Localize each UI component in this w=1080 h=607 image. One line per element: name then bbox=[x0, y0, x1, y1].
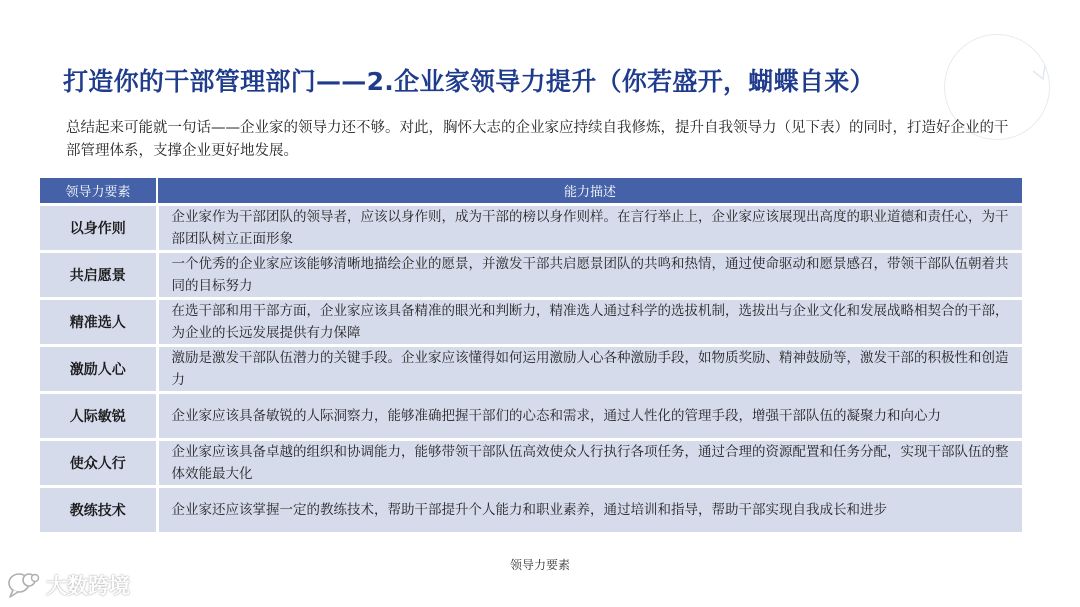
row-description: 企业家应该具备敏锐的人际洞察力，能够准确把握干部们的心态和需求，通过人性化的管理手段，增强干部队伍的凝聚力和向心力 bbox=[157, 393, 1022, 440]
table-row bbox=[40, 440, 1022, 487]
leadership-table bbox=[40, 178, 1022, 532]
watermark bbox=[6, 568, 130, 602]
row-key: 人际敏锐 bbox=[40, 393, 157, 440]
table-row bbox=[40, 393, 1022, 440]
header-element: 领导力要素 bbox=[40, 178, 157, 205]
slide-title: 打造你的干部管理部门——2.企业家领导力提升（你若盛开，蝴蝶自来） bbox=[63, 67, 875, 96]
header-description: 能力描述 bbox=[157, 178, 1022, 205]
row-description: 一个优秀的企业家应该能够清晰地描绘企业的愿景，并激发干部共启愿景团队的共鸣和热情，通过使命驱动和愿景感召，带领干部队伍朝着共同的目标努力 bbox=[157, 252, 1022, 299]
row-description: 激励是激发干部队伍潜力的关键手段。企业家应该懂得如何运用激励人心各种激励手段，如物质奖励、精神鼓励等，激发干部的积极性和创造力 bbox=[157, 346, 1022, 393]
table-row bbox=[40, 205, 1022, 252]
table-row bbox=[40, 252, 1022, 299]
intro-paragraph: 总结起来可能就一句话——企业家的领导力还不够。对此，胸怀大志的企业家应持续自我修炼，提升自我领导力（见下表）的同时，打造好企业的干部管理体系，支撑企业更好地发展。 bbox=[66, 120, 1009, 159]
table-row bbox=[40, 487, 1022, 533]
row-description: 企业家还应该掌握一定的教练技术，帮助干部提升个人能力和职业素养，通过培训和指导，帮助干部实现自我成长和进步 bbox=[157, 487, 1022, 533]
chat-bubbles-icon bbox=[6, 570, 40, 600]
row-key: 精准选人 bbox=[40, 299, 157, 346]
row-key: 以身作则 bbox=[40, 205, 157, 252]
row-key: 共启愿景 bbox=[40, 252, 157, 299]
row-description: 企业家应该具备卓越的组织和协调能力，能够带领干部队伍高效使众人行执行各项任务，通过合理的资源配置和任务分配，实现干部队伍的整体效能最大化 bbox=[157, 440, 1022, 487]
row-description: 在选干部和用干部方面，企业家应该具备精准的眼光和判断力，精准选人通过科学的选拔机制，选拔出与企业文化和发展战略相契合的干部，为企业的长远发展提供有力保障 bbox=[157, 299, 1022, 346]
table-header-row bbox=[40, 178, 1022, 205]
row-key: 激励人心 bbox=[40, 346, 157, 393]
table-row bbox=[40, 299, 1022, 346]
row-key: 使众人行 bbox=[40, 440, 157, 487]
table-caption: 领导力要素 bbox=[509, 558, 570, 572]
row-key: 教练技术 bbox=[40, 487, 157, 533]
watermark-text: 大数跨境 bbox=[46, 574, 130, 598]
row-description: 企业家作为干部团队的领导者，应该以身作则，成为干部的榜以身作则样。在言行举止上，企业家应该展现出高度的职业道德和责任心，为干部团队树立正面形象 bbox=[157, 205, 1022, 252]
table-row bbox=[40, 346, 1022, 393]
